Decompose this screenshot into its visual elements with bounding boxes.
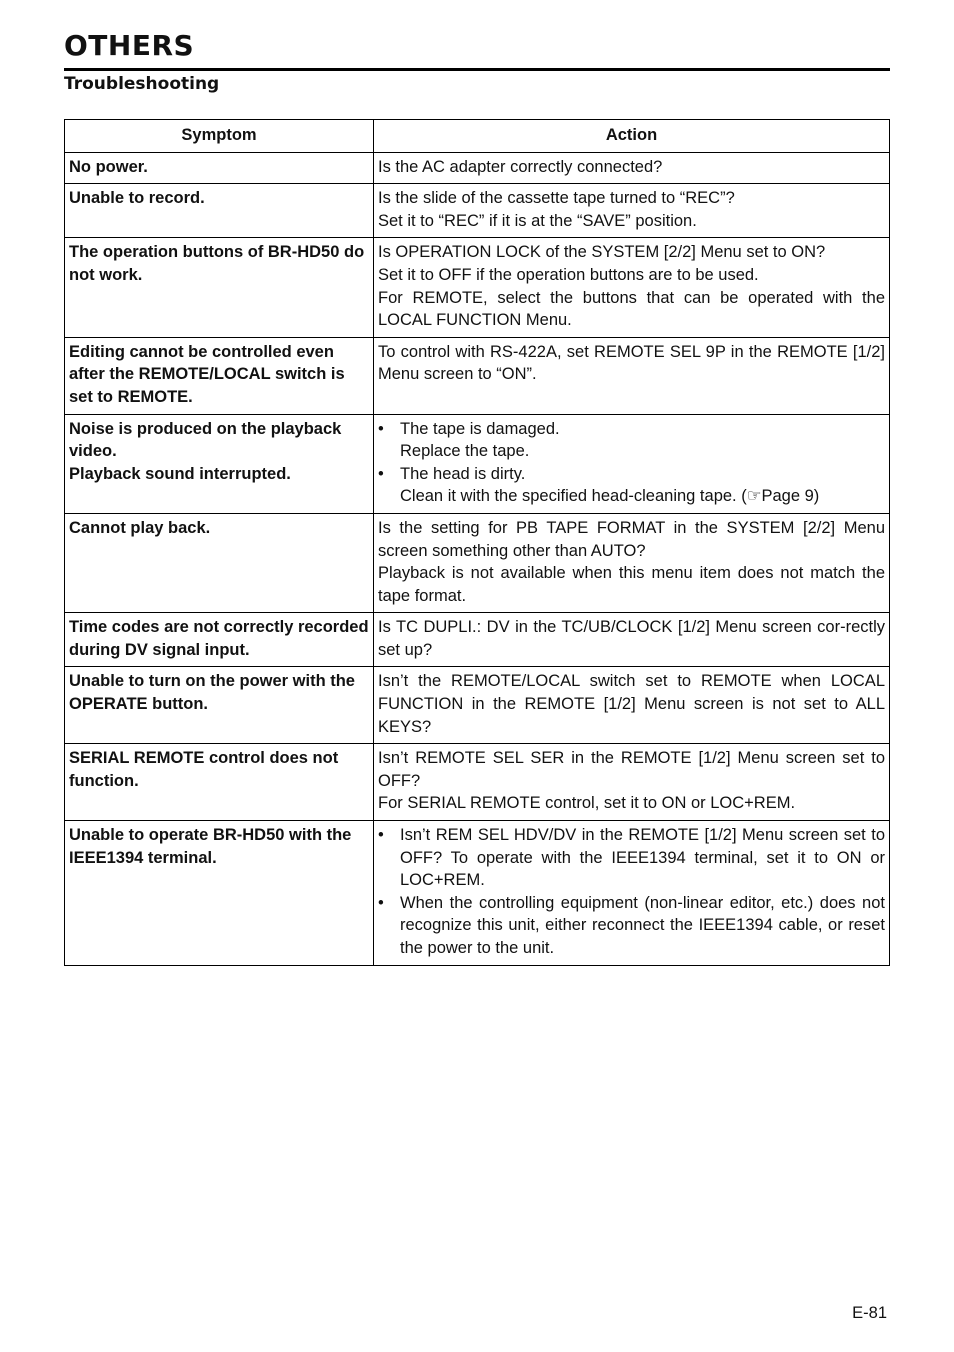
action-text: Set it to OFF if the operation buttons are to be used. [378,265,759,284]
table-row [65,667,890,744]
table-header-row [65,120,890,153]
bullet-text: The head is dirty. [400,464,526,483]
action-cell [374,337,890,414]
table-row [65,152,890,184]
symptom-cell [65,337,374,414]
action-text: Is the setting for PB TAPE FORMAT in the SYSTEM [2/2] Menu screen something other than AUTO? [378,518,885,560]
action-cell [374,152,890,184]
action-text: Is the slide of the cassette tape turned to “REC”? [378,189,735,208]
page-number: E-81 [852,1304,887,1322]
action-cell [374,613,890,667]
action-text: Isn’t REMOTE SEL SER in the REMOTE [1/2] Menu screen set to OFF? [378,749,885,790]
action-text: Is TC DUPLI.: DV in the TC/UB/CLOCK [1/2] Menu screen cor-rectly set up? [378,618,885,659]
action-text: Is OPERATION LOCK of the SYSTEM [2/2] Menu set to ON? [378,243,826,262]
section-title: OTHERS [64,29,195,62]
symptom-cell [65,744,374,821]
action-text: For REMOTE, select the buttons that can be operated with the LOCAL FUNCTION Menu. [378,288,885,330]
action-text: Playback is not available when this menu item does not match the tape format. [378,564,885,605]
column-header-symptom: Symptom [65,120,374,153]
symptom-cell [65,184,374,238]
action-cell [374,184,890,238]
symptom-cell [65,152,374,184]
symptom-text: Editing cannot be controlled even after the REMOTE/LOCAL switch is set to REMOTE. [69,342,345,406]
symptom-text: SERIAL REMOTE control does not function. [69,749,339,790]
page-subtitle: Troubleshooting [64,74,220,94]
symptom-text: Time codes are not correctly recorded during DV signal input. [69,618,369,659]
symptom-text: Unable to turn on the power with the OPERATE button. [69,672,355,714]
bullet-item [378,824,885,892]
symptom-cell [65,414,374,513]
action-cell [374,744,890,821]
bullet-icon: • [378,893,384,912]
column-header-action: Action [374,120,890,153]
action-cell [374,238,890,337]
table-row [65,613,890,667]
bullet-icon: • [378,419,384,438]
symptom-cell [65,667,374,744]
table-row [65,337,890,414]
symptom-text: Cannot play back. [69,518,211,537]
bullet-text: Isn’t REM SEL HDV/DV in the REMOTE [1/2] Menu screen set to OFF? To operate with the IEEE1394 terminal, set it to ON or LOC+REM. [400,826,885,890]
action-text: To control with RS-422A, set REMOTE SEL 9P in the REMOTE [1/2] Menu screen to “ON”. [378,342,885,384]
table-row [65,184,890,238]
action-text: Is the AC adapter correctly connected? [378,157,663,176]
table-row [65,238,890,337]
bullet-item [378,892,885,960]
symptom-cell [65,513,374,612]
table-row [65,513,890,612]
symptom-text: Unable to operate BR-HD50 with the IEEE1394 terminal. [69,826,352,867]
action-text: Set it to “REC” if it is at the “SAVE” position. [378,211,697,230]
action-text: For SERIAL REMOTE control, set it to ON or LOC+REM. [378,794,796,813]
action-cell [374,513,890,612]
symptom-text: The operation buttons of BR-HD50 do not work. [69,243,365,284]
bullet-text: When the controlling equipment (non-linear editor, etc.) does not recognize this unit, either reconnect the IEEE1394 cable, or reset the power to the unit. [400,893,885,957]
bullet-item [378,463,885,508]
action-cell [374,821,890,966]
action-cell [374,414,890,513]
symptom-text: No power. [69,157,148,176]
action-text: Isn’t the REMOTE/LOCAL switch set to REMOTE when LOCAL FUNCTION in the REMOTE [1/2] Menu screen is not set to ALL KEYS? [378,672,885,736]
symptom-cell [65,821,374,966]
title-rule [64,68,890,71]
bullet-item [378,418,885,463]
action-cell [374,667,890,744]
bullet-icon: • [378,464,384,483]
bullet-text: The tape is damaged. [400,419,560,438]
table-row [65,744,890,821]
bullet-icon: • [378,826,384,845]
troubleshooting-table [64,119,890,966]
symptom-cell [65,613,374,667]
symptom-text: Unable to record. [69,189,205,208]
bullet-text: Replace the tape. [400,442,530,461]
symptom-text: Noise is produced on the playback video. [69,419,342,461]
table-row [65,821,890,966]
symptom-text: Playback sound interrupted. [69,464,291,483]
bullet-text: Clean it with the specified head-cleaning tape. (☞Page 9) [400,487,820,506]
table-row [65,414,890,513]
symptom-cell [65,238,374,337]
